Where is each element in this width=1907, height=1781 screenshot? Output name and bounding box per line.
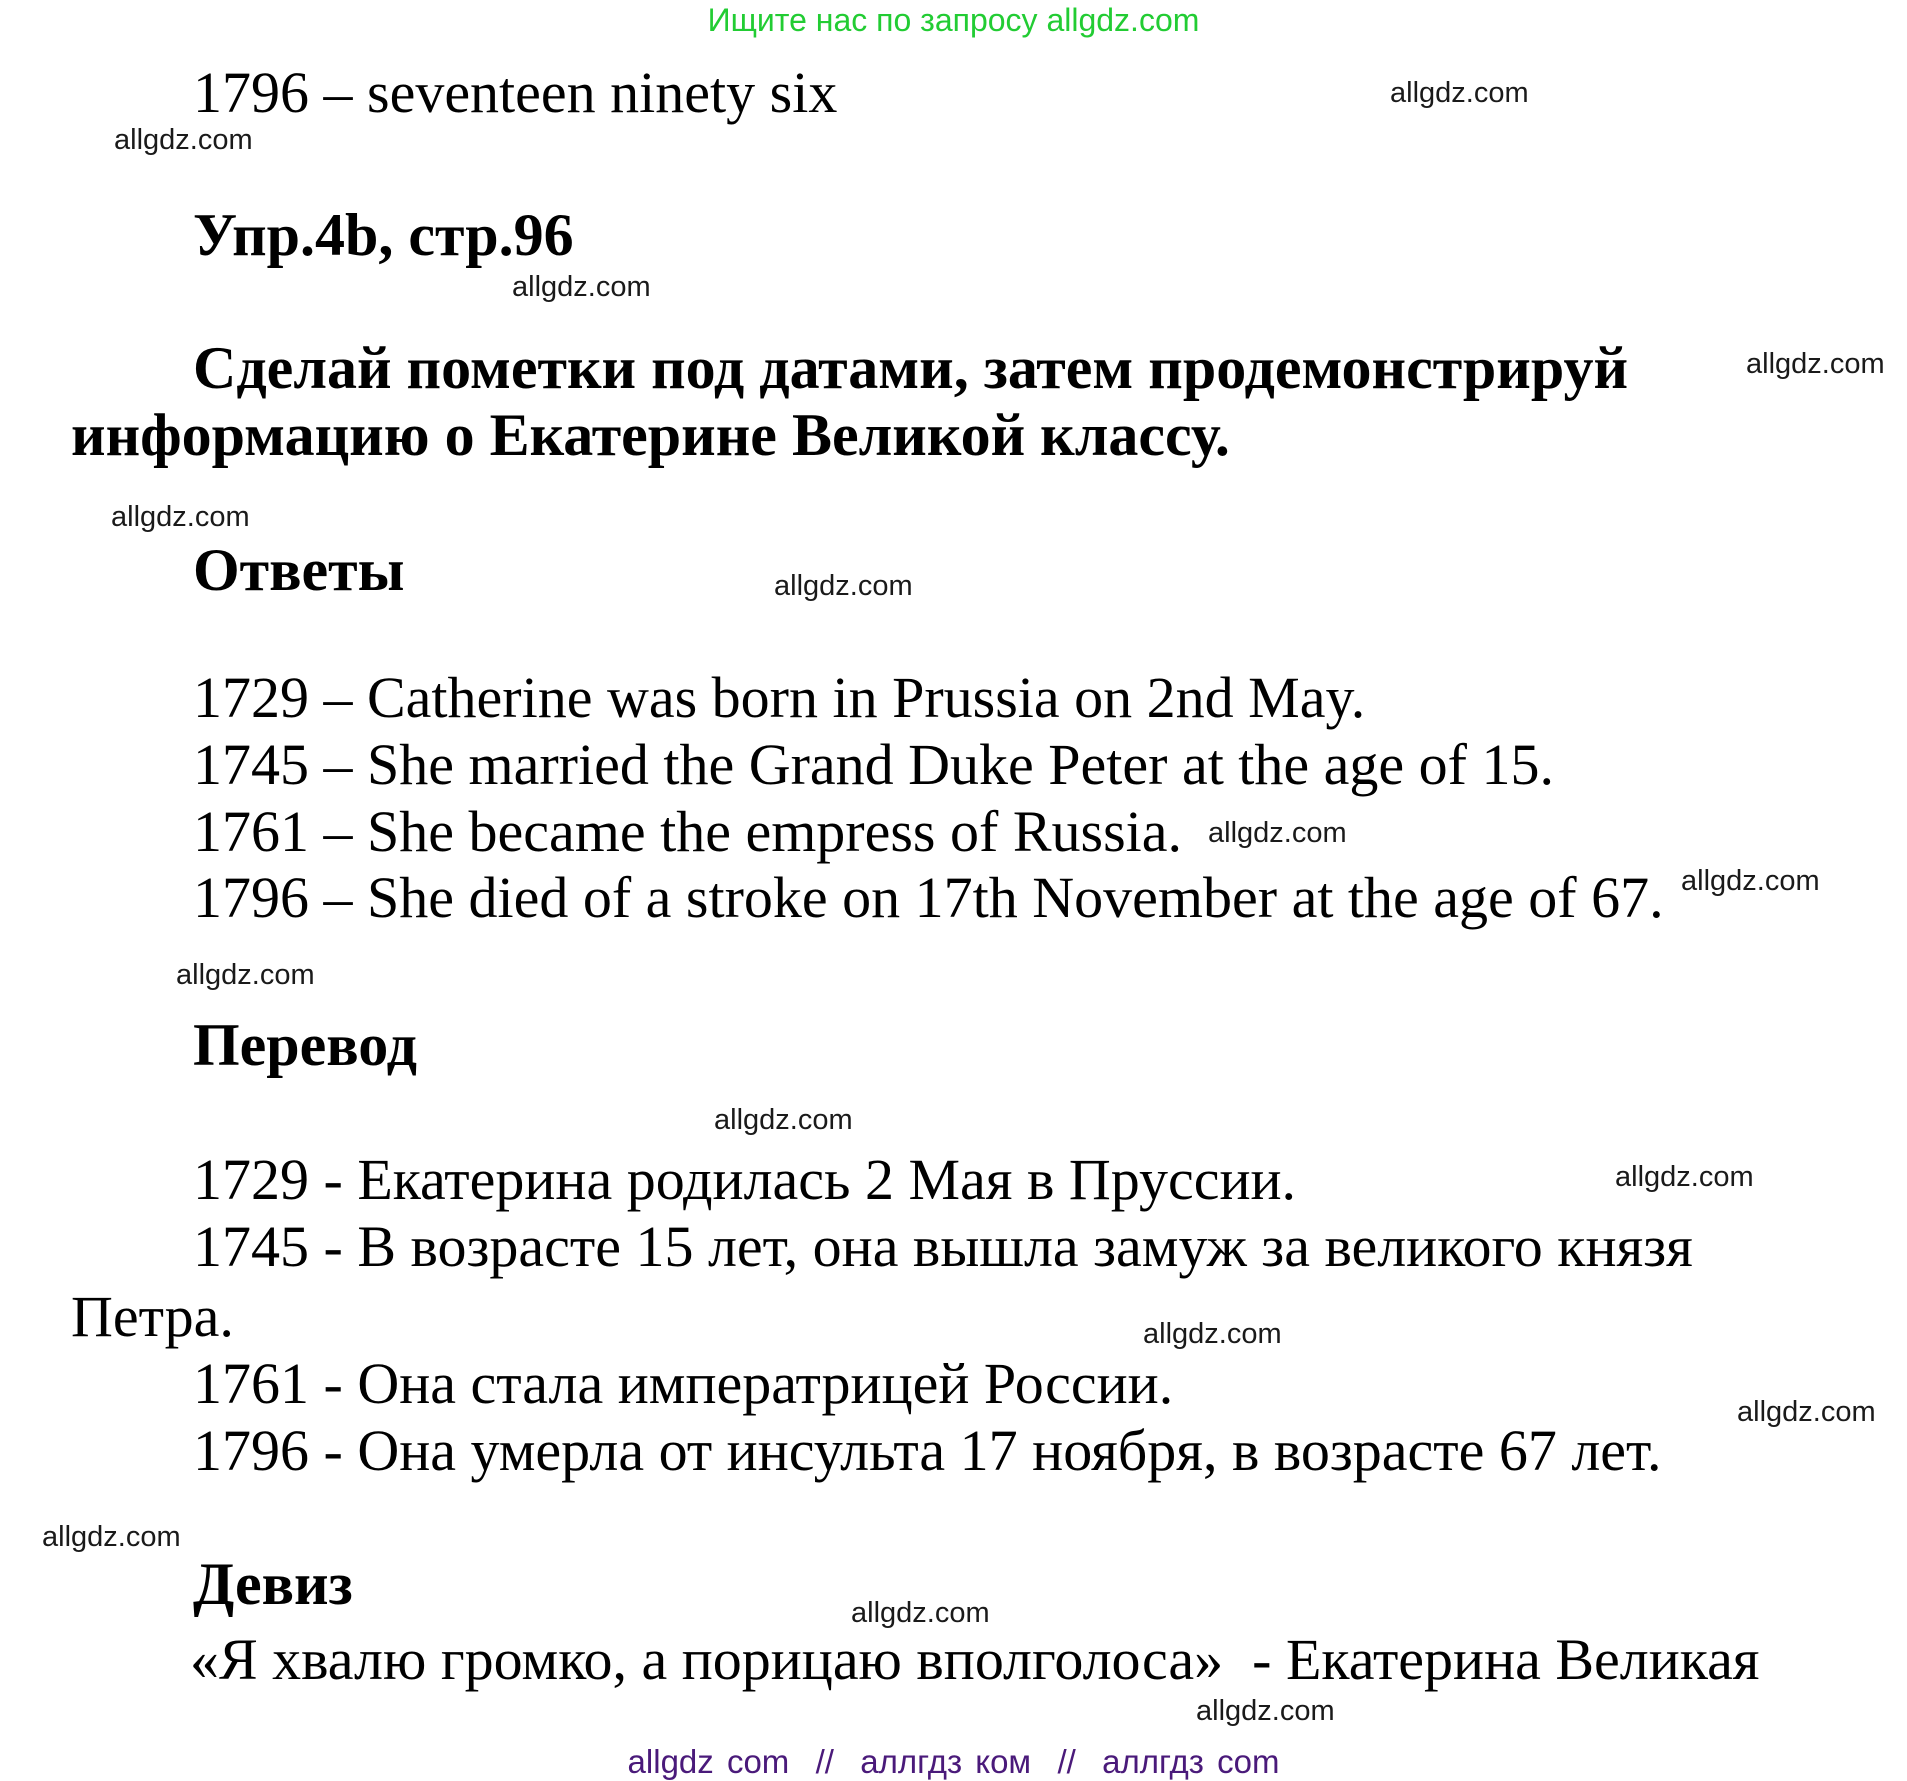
search-banner: Ищите нас по запросу allgdz.com <box>707 2 1200 38</box>
watermark: allgdz.com <box>774 570 913 602</box>
footer-links: allgdz com // аллгдз ком // аллгдз com <box>627 1743 1280 1780</box>
answer-line: 1729 – Catherine was born in Prussia on 2nd May. <box>193 665 1366 730</box>
watermark: allgdz.com <box>1143 1318 1282 1350</box>
watermark: allgdz.com <box>1746 348 1885 380</box>
translation-line: 1761 - Она стала императрицей России. <box>193 1351 1174 1416</box>
watermark: allgdz.com <box>114 124 253 156</box>
translation-line: Петра. <box>71 1284 234 1349</box>
previous-answer-line: 1796 – seventeen ninety six <box>193 60 838 125</box>
answer-line: 1761 – She became the empress of Russia. <box>193 799 1183 864</box>
watermark: allgdz.com <box>851 1597 990 1629</box>
watermark: allgdz.com <box>1390 77 1529 109</box>
answer-line: 1745 – She married the Grand Duke Peter at the age of 15. <box>193 732 1554 797</box>
watermark: allgdz.com <box>42 1521 181 1553</box>
answer-line: 1796 – She died of a stroke on 17th November at the age of 67. <box>193 865 1664 930</box>
exercise-title: Упр.4b, стр.96 <box>193 202 574 268</box>
watermark: allgdz.com <box>1737 1396 1876 1428</box>
watermark: allgdz.com <box>1208 817 1347 849</box>
watermark: allgdz.com <box>1196 1695 1335 1727</box>
watermark: allgdz.com <box>714 1104 853 1136</box>
answers-heading: Ответы <box>193 537 405 603</box>
motto-quote: «Я хвалю громко, а порицаю вполголоса» - Екатерина Великая <box>190 1627 1760 1692</box>
watermark: allgdz.com <box>1681 865 1820 897</box>
motto-heading: Девиз <box>193 1551 353 1617</box>
translation-line: 1796 - Она умерла от инсульта 17 ноября, в возрасте 67 лет. <box>193 1418 1662 1483</box>
translation-heading: Перевод <box>193 1012 417 1078</box>
task-line-1: Сделай пометки под датами, затем продемонстрируй <box>193 335 1629 401</box>
watermark: allgdz.com <box>512 271 651 303</box>
task-line-2: информацию о Екатерине Великой классу. <box>71 402 1230 468</box>
translation-line: 1729 - Екатерина родилась 2 Мая в Пруссии. <box>193 1147 1297 1212</box>
watermark: allgdz.com <box>111 501 250 533</box>
translation-line: 1745 - В возрасте 15 лет, она вышла замуж за великого князя <box>193 1214 1693 1279</box>
watermark: allgdz.com <box>176 959 315 991</box>
watermark: allgdz.com <box>1615 1161 1754 1193</box>
